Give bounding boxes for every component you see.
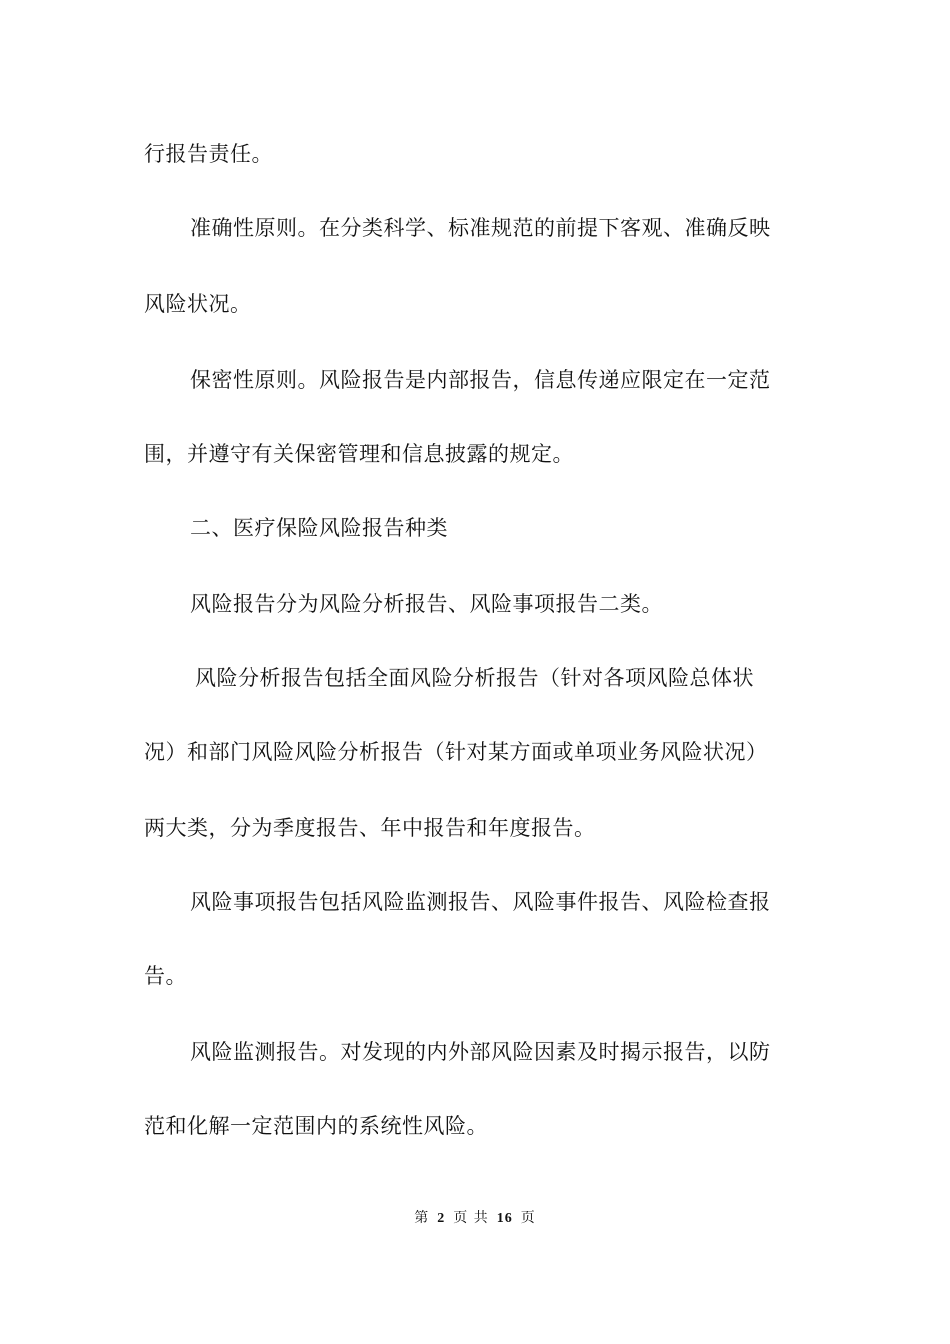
paragraph-line: 风险状况。 bbox=[144, 292, 252, 316]
footer-total-pages: 16 bbox=[496, 1211, 513, 1226]
paragraph-line: 范和化解一定范围内的系统性风险。 bbox=[144, 1114, 488, 1138]
footer-suffix: 页 bbox=[520, 1210, 536, 1226]
paragraph-line: 风险分析报告包括全面风险分析报告（针对各项风险总体状 bbox=[195, 666, 754, 690]
page-footer bbox=[0, 1208, 950, 1229]
paragraph-line: 行报告责任。 bbox=[144, 142, 273, 166]
footer-current-page: 2 bbox=[437, 1211, 446, 1226]
section-heading: 二、医疗保险风险报告种类 bbox=[190, 516, 448, 540]
paragraph-line: 风险报告分为风险分析报告、风险事项报告二类。 bbox=[190, 592, 663, 616]
paragraph-line: 风险监测报告。对发现的内外部风险因素及时揭示报告，以防 bbox=[190, 1040, 771, 1064]
paragraph-line: 告。 bbox=[144, 964, 187, 988]
paragraph-line: 况）和部门风险风险分析报告（针对某方面或单项业务风险状况） bbox=[144, 740, 768, 764]
footer-middle: 页 共 bbox=[453, 1210, 489, 1226]
paragraph-line: 保密性原则。风险报告是内部报告，信息传递应限定在一定范 bbox=[190, 368, 771, 392]
paragraph-line: 准确性原则。在分类科学、标准规范的前提下客观、准确反映 bbox=[190, 216, 771, 240]
paragraph-line: 围，并遵守有关保密管理和信息披露的规定。 bbox=[144, 442, 574, 466]
paragraph-line: 两大类，分为季度报告、年中报告和年度报告。 bbox=[144, 816, 596, 840]
paragraph-line: 风险事项报告包括风险监测报告、风险事件报告、风险检查报 bbox=[190, 890, 771, 914]
footer-prefix: 第 bbox=[414, 1210, 430, 1226]
